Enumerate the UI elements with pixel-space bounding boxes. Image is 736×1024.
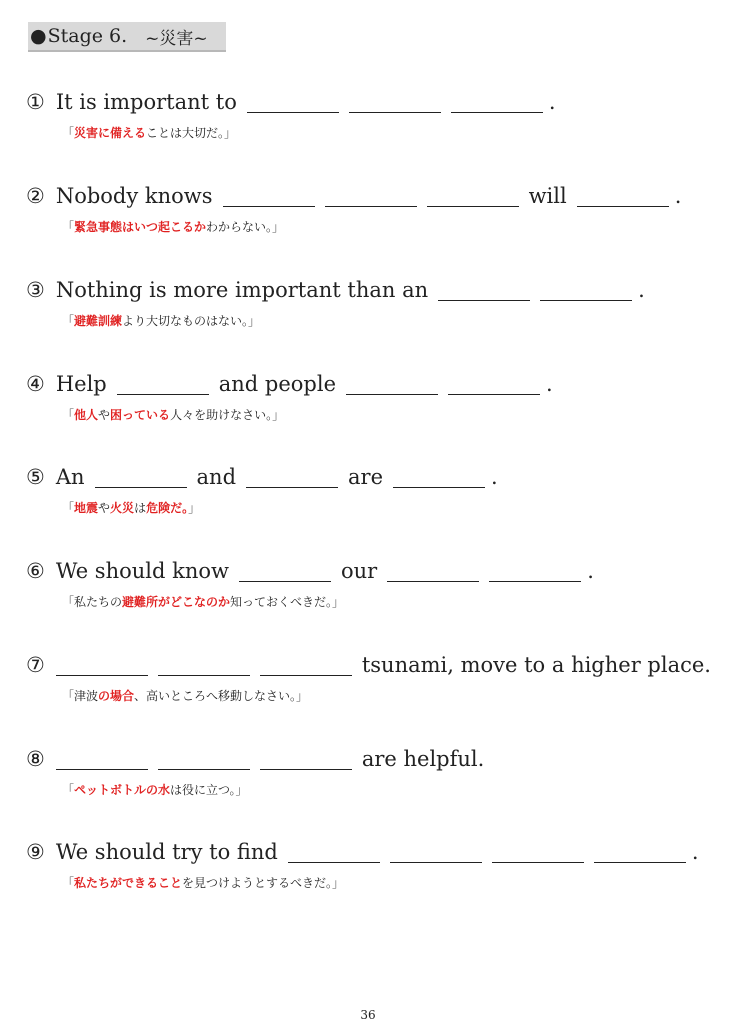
answer-blank[interactable] xyxy=(393,469,485,488)
hint-highlight: 避難訓練 xyxy=(74,314,123,328)
english-sentence xyxy=(26,465,716,497)
answer-blank[interactable] xyxy=(56,657,148,676)
english-sentence xyxy=(26,278,716,310)
sentence-text: Nobody knows xyxy=(55,184,213,208)
hint-text: 「 xyxy=(62,408,75,422)
hint-highlight: 他人 xyxy=(74,408,99,422)
hint-highlight: 地震 xyxy=(74,501,99,515)
japanese-hint xyxy=(62,406,716,423)
english-sentence xyxy=(26,653,716,685)
hint-text: は役に立つ。」 xyxy=(170,783,248,797)
answer-blank[interactable] xyxy=(349,94,441,113)
answer-blank[interactable] xyxy=(95,469,187,488)
sentence-text: are helpful. xyxy=(361,747,485,771)
sentence-text: our xyxy=(340,559,378,583)
answer-blank[interactable] xyxy=(158,751,250,770)
exercise-item xyxy=(26,747,716,798)
hint-text: 「 xyxy=(62,220,75,234)
sentence-text: and xyxy=(196,465,237,489)
hint-text: より大切なものはない。」 xyxy=(122,314,261,328)
japanese-hint xyxy=(62,124,716,141)
sentence-period: . xyxy=(638,278,645,302)
hint-text: 「 xyxy=(62,126,75,140)
item-number: ⑦ xyxy=(26,653,45,677)
hint-text: や xyxy=(98,408,111,422)
japanese-hint xyxy=(62,593,716,610)
sentence-text: Help xyxy=(55,372,107,396)
exercise-item xyxy=(26,90,716,141)
hint-text: 人々を助けなさい。」 xyxy=(170,408,285,422)
exercise-item xyxy=(26,653,716,704)
item-number: ③ xyxy=(26,278,45,302)
hint-text: 「 xyxy=(62,783,75,797)
hint-highlight: 危険だ。 xyxy=(146,501,189,515)
answer-blank[interactable] xyxy=(117,376,209,395)
answer-blank[interactable] xyxy=(158,657,250,676)
hint-text: 「 xyxy=(62,314,75,328)
japanese-hint xyxy=(62,874,716,891)
sentence-text: will xyxy=(528,184,567,208)
sentence-text: It is important to xyxy=(55,90,237,114)
answer-blank[interactable] xyxy=(438,282,530,301)
japanese-hint xyxy=(62,218,716,235)
sentence-period: . xyxy=(491,465,498,489)
sentence-period: . xyxy=(546,372,553,396)
hint-highlight: 災害に備える xyxy=(74,126,147,140)
stage-label: Stage 6. xyxy=(47,25,128,47)
english-sentence xyxy=(26,90,716,122)
answer-blank[interactable] xyxy=(247,94,339,113)
item-number: ⑤ xyxy=(26,465,45,489)
sentence-text: We should try to find xyxy=(55,840,278,864)
sentence-text: and people xyxy=(218,372,336,396)
exercise-item xyxy=(26,278,716,329)
bullet-icon: ● xyxy=(30,24,47,47)
answer-blank[interactable] xyxy=(577,188,669,207)
sentence-text: tsunami, move to a higher place. xyxy=(361,653,711,677)
hint-text: 知っておくべきだ。」 xyxy=(230,595,345,609)
hint-text: を見つけようとするべきだ。」 xyxy=(182,876,345,890)
exercise-item xyxy=(26,372,716,423)
sentence-period: . xyxy=(548,90,556,114)
answer-blank[interactable] xyxy=(387,563,479,582)
hint-text: ことは大切だ。」 xyxy=(146,126,237,140)
answer-blank[interactable] xyxy=(246,469,338,488)
hint-text: は xyxy=(134,501,147,515)
sentence-text: Nothing is more important than an xyxy=(55,278,429,302)
hint-highlight: ペットボトルの水 xyxy=(74,783,171,797)
answer-blank[interactable] xyxy=(239,563,331,582)
japanese-hint xyxy=(62,499,716,516)
answer-blank[interactable] xyxy=(492,844,584,863)
answer-blank[interactable] xyxy=(594,844,686,863)
answer-blank[interactable] xyxy=(56,751,148,770)
hint-text: や xyxy=(98,501,111,515)
item-number: ⑥ xyxy=(26,559,45,583)
sentence-text: An xyxy=(55,465,85,489)
hint-highlight: の場合 xyxy=(98,689,135,703)
answer-blank[interactable] xyxy=(325,188,417,207)
japanese-hint xyxy=(62,312,716,329)
answer-blank[interactable] xyxy=(448,376,540,395)
page-number: 36 xyxy=(360,1008,376,1022)
answer-blank[interactable] xyxy=(427,188,519,207)
answer-blank[interactable] xyxy=(540,282,632,301)
exercise-item xyxy=(26,840,716,891)
stage-subtitle: ~災害~ xyxy=(145,28,208,49)
item-number: ① xyxy=(26,90,45,114)
exercise-item xyxy=(26,559,716,610)
hint-text: 「津波 xyxy=(62,689,99,703)
hint-text: 、高いところへ移動しなさい。」 xyxy=(134,689,309,703)
english-sentence xyxy=(26,372,716,404)
answer-blank[interactable] xyxy=(346,376,438,395)
english-sentence xyxy=(26,559,716,591)
answer-blank[interactable] xyxy=(260,657,352,676)
stage-title xyxy=(28,22,226,52)
hint-highlight: 困っている xyxy=(110,408,171,422)
sentence-period: . xyxy=(587,559,594,583)
answer-blank[interactable] xyxy=(260,751,352,770)
item-number: ⑧ xyxy=(26,747,45,771)
hint-highlight: 私たちができること xyxy=(74,876,183,890)
hint-text: 「 xyxy=(62,876,75,890)
item-number: ⑨ xyxy=(26,840,45,864)
hint-text: 「私たちの xyxy=(62,595,123,609)
exercise-item xyxy=(26,184,716,235)
answer-blank[interactable] xyxy=(390,844,482,863)
answer-blank[interactable] xyxy=(288,844,380,863)
answer-blank[interactable] xyxy=(451,94,543,113)
sentence-text: We should know xyxy=(55,559,229,583)
japanese-hint xyxy=(62,687,716,704)
english-sentence xyxy=(26,747,716,779)
exercise-item xyxy=(26,465,716,516)
english-sentence xyxy=(26,840,716,872)
hint-highlight: 避難所がどこなのか xyxy=(122,595,231,609)
hint-highlight: 緊急事態はいつ起こるか xyxy=(74,220,207,234)
japanese-hint xyxy=(62,781,716,798)
sentence-text: are xyxy=(348,465,384,489)
hint-text: わからない。」 xyxy=(206,220,285,234)
hint-highlight: 火災 xyxy=(110,501,135,515)
hint-text: 「 xyxy=(62,501,75,515)
hint-text: 」 xyxy=(188,501,201,515)
sentence-period: . xyxy=(674,184,682,208)
english-sentence xyxy=(26,184,716,216)
item-number: ② xyxy=(26,184,45,208)
answer-blank[interactable] xyxy=(223,188,315,207)
item-number: ④ xyxy=(26,372,45,396)
answer-blank[interactable] xyxy=(489,563,581,582)
sentence-period: . xyxy=(691,840,699,864)
